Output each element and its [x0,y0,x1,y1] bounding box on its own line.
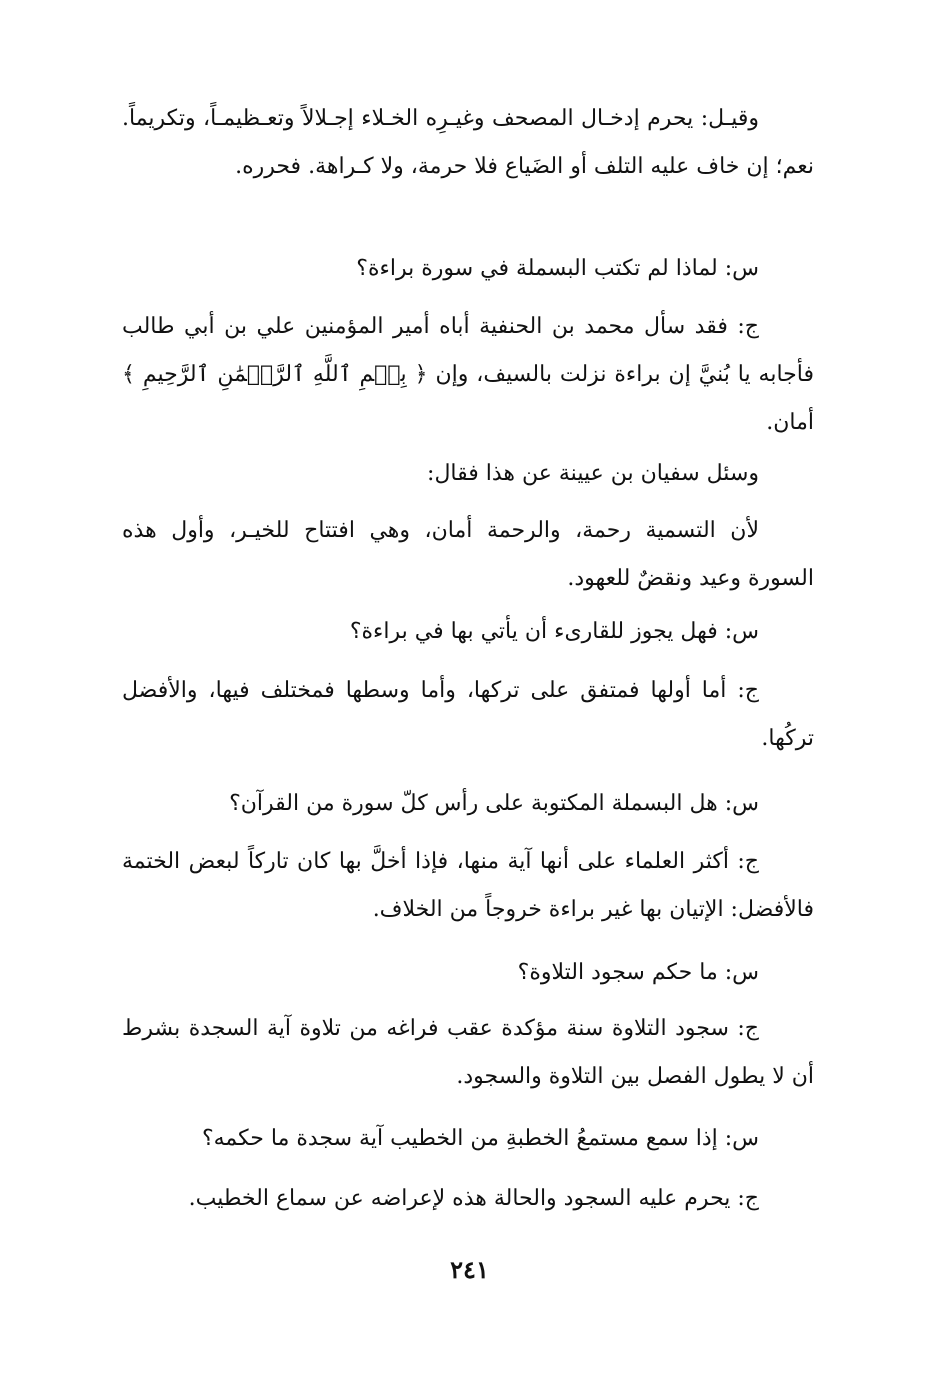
answer-sermon-prostration: ج: يحرم عليه السجود والحالة هذه لإعراضه عن سماع الخطيب. [188,1186,759,1211]
answer-prostration: ج: سجود التلاوة سنة مؤكدة عقب فراغه من تلاوة آية السجدة بشرط أن لا يطول الفصل بين التلاوة والسجود. [122,1016,814,1089]
answer-basmala-verse: ج: أكثر العلماء على أنها آية منها، فإذا أخلَّ بها كان تاركاً لبعض الختمة فالأفضل: الإتيان بها غير براءة خروجاً من الخلاف. [122,849,814,922]
page-number: ٢٤١ [450,1255,489,1284]
answer-basmala-baraah: ج: فقد سأل محمد بن الحنفية أباه أمير المؤمنين علي بن أبي طالب فأجابه يا بُنيَّ إن براءة نزلت بالسيف، وإن ﴿ بِسۡمِ ٱللَّهِ ٱلرَّحۡمَٰنِ ٱلرَّحِيمِ ﴾ أمان. [122,314,814,435]
paragraph-ablution-text: وقيـل: يحرم إدخـال المصحف وغيـرِه الخـلاء إجـلالاً وتعـظيمـاً، وتكريماً. نعم؛ إن خاف عليه التلف أو الضَياع فلا حرمة، ولا كـراهة. فحرره. [122,106,814,179]
paragraph-sufyan-answer: لأن التسمية رحمة، والرحمة أمان، وهي افتتاح للخيـر، وأول هذه السورة وعيد ونقضٌ للعهود. [122,518,814,591]
question-sermon-prostration: س: إذا سمع مستمعُ الخطبةِ من الخطيب آية سجدة ما حكمه؟ [201,1126,759,1151]
question-basmala-baraah: س: لماذا لم تكتب البسملة في سورة براءة؟ [356,256,759,281]
question-basmala-verse: س: هل البسملة المكتوبة على رأس كلّ سورة من القرآن؟ [229,791,759,816]
paragraph-sufyan-question: وسئل سفيان بن عيينة عن هذا فقال: [427,461,759,486]
question-reciter-baraah: س: فهل يجوز للقارىء أن يأتي بها في براءة؟ [349,619,759,644]
question-prostration: س: ما حكم سجود التلاوة؟ [517,960,759,985]
answer-reciter-baraah: ج: أما أولها فمتفق على تركها، وأما وسطها فمختلف فيها، والأفضل تركُها. [122,678,814,751]
